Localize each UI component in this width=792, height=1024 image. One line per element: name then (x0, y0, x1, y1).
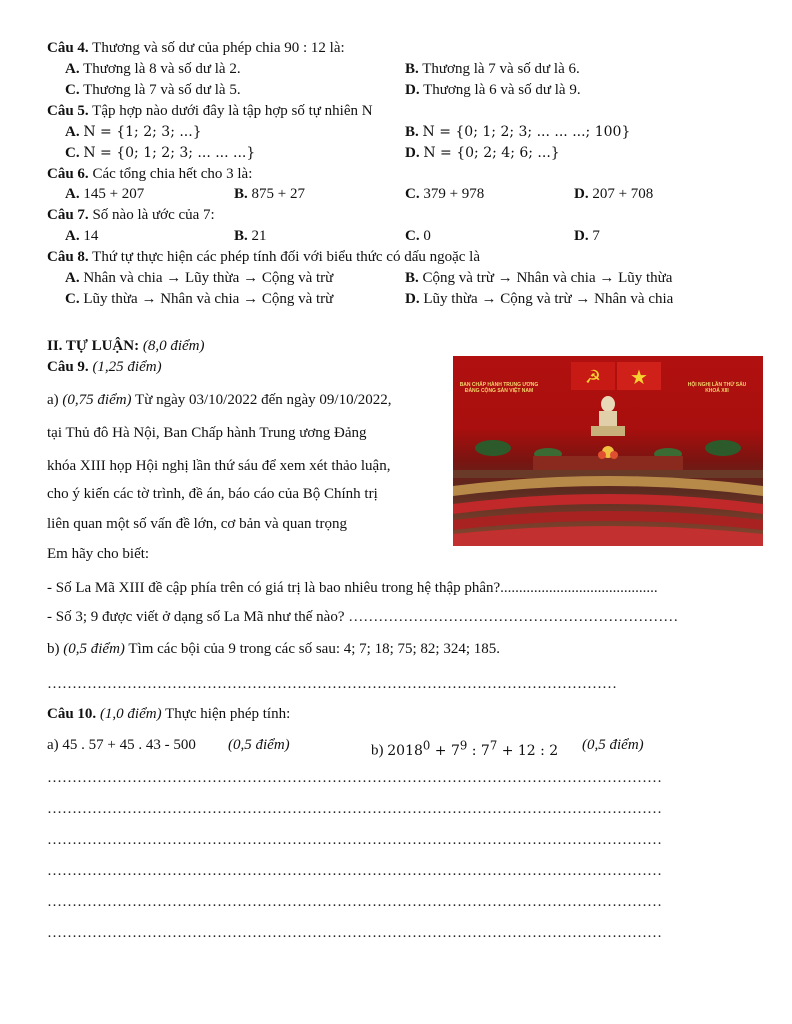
q10b-prefix: b) (371, 742, 384, 759)
q9-sub2 (47, 607, 737, 627)
option-text: Thương là 6 và số dư là 9. (423, 82, 581, 98)
q5-option-c[interactable] (65, 143, 255, 163)
q9a-text: Từ ngày 03/10/2022 đến ngày 09/10/2022, (135, 392, 392, 408)
q5-option-b[interactable] (405, 122, 630, 142)
option-letter: D. (405, 82, 420, 98)
q9a-line-5: liên quan một số vấn đề lớn, cơ bản và quan trọng (47, 516, 347, 532)
q8-text: Thứ tự thực hiện các phép tính đối với biểu thức có dấu ngoặc là (92, 249, 481, 265)
q10-label: Câu 10. (47, 706, 97, 722)
q4-label: Câu 4. (47, 40, 89, 56)
answer-line-6[interactable]: …………………………………………………………………………………………………………… (47, 925, 662, 941)
option-text: Thương là 7 và số dư là 6. (422, 61, 580, 77)
q9-points: (1,25 điểm) (92, 359, 162, 375)
option-text: 145 + 207 (83, 186, 145, 202)
q7-option-a[interactable] (65, 226, 98, 246)
option-text: 875 + 27 (251, 186, 305, 202)
q6-label: Câu 6. (47, 166, 89, 182)
option-letter: D. (405, 145, 420, 161)
banner-right-line-2: KHOÁ XIII (705, 388, 729, 394)
q5-label: Câu 5. (47, 103, 89, 119)
q8-option-b[interactable] (405, 268, 672, 288)
q6-option-c[interactable] (405, 184, 484, 204)
q6-option-a[interactable] (65, 184, 144, 204)
q8-option-a[interactable] (65, 268, 333, 288)
q10b-term: 2018 (387, 742, 423, 759)
q10a-prefix: a) (47, 737, 59, 753)
q10-points: (1,0 điểm) (99, 706, 162, 722)
option-letter: C. (65, 145, 80, 161)
option-letter: B. (405, 270, 419, 286)
option-text: Lũy thừa → Nhân và chia → Cộng và trừ (83, 291, 334, 307)
option-letter: B. (405, 61, 419, 77)
option-text: Nhân và chia → Lũy thừa → Cộng và trừ (83, 270, 334, 286)
answer-line-2[interactable]: …………………………………………………………………………………………………………… (47, 801, 662, 817)
option-letter: A. (65, 270, 80, 286)
banner-left (459, 382, 539, 394)
option-text: Thương là 8 và số dư là 2. (83, 61, 241, 77)
banner-left-line-1: BAN CHẤP HÀNH TRUNG ƯƠNG (459, 382, 539, 388)
q10b (371, 735, 558, 761)
part2-heading (47, 336, 205, 356)
q9b-answer-line[interactable]: …………………………………………………………………………………………………… (47, 676, 617, 692)
answer-line-3[interactable]: …………………………………………………………………………………………………………… (47, 832, 662, 848)
q10b-exponent: 0 (422, 738, 431, 752)
q5-option-a[interactable] (65, 122, 202, 142)
q4-text: Thương và số dư của phép chia 90 : 12 là: (92, 40, 345, 56)
q7-option-b[interactable] (234, 226, 267, 246)
option-text: 379 + 978 (423, 186, 485, 202)
answer-line-5[interactable]: …………………………………………………………………………………………………………… (47, 894, 662, 910)
option-letter: D. (405, 291, 420, 307)
q9b-text: Tìm các bội của 9 trong các số sau: 4; 7; 18; 75; 82; 324; 185. (128, 641, 500, 657)
q8-option-c[interactable] (65, 289, 333, 309)
q9b-prefix: b) (47, 641, 60, 657)
option-text: N = {0; 1; 2; 3; ... ... ...} (83, 145, 256, 161)
option-text: Lũy thừa → Cộng và trừ → Nhân và chia (423, 291, 674, 307)
answer-line-4[interactable]: …………………………………………………………………………………………………………… (47, 863, 662, 879)
q10a (47, 735, 196, 755)
q10b-exponent: 7 (489, 738, 498, 752)
q5-option-d[interactable] (405, 143, 560, 163)
option-letter: D. (574, 228, 589, 244)
svg-text:★: ★ (630, 365, 648, 389)
q9a-line-4: cho ý kiến các tờ trình, đề án, báo cáo của Bộ Chính trị (47, 486, 378, 502)
option-letter: D. (574, 186, 589, 202)
q9a-line-2: tại Thủ đô Hà Nội, Ban Chấp hành Trung ương Đảng (47, 425, 367, 441)
banner-right (677, 382, 757, 394)
part2-points: (8,0 điểm) (142, 338, 205, 354)
banner-right-line-1: HỘI NGHỊ LẦN THỨ SÁU (687, 382, 747, 388)
q10b-expression (387, 738, 559, 759)
svg-text:☭: ☭ (584, 367, 602, 388)
q9-sub1 (47, 578, 737, 598)
q9a-line-1 (47, 390, 391, 410)
option-text: Cộng và trừ → Nhân và chia → Lũy thừa (422, 270, 673, 286)
q5-stem (47, 101, 373, 121)
q4-option-b[interactable] (405, 59, 580, 79)
option-text: 0 (423, 228, 431, 244)
q7-label: Câu 7. (47, 207, 89, 223)
q10a-points: (0,5 điểm) (228, 737, 290, 753)
q7-option-c[interactable] (405, 226, 431, 246)
option-text: Thương là 7 và số dư là 5. (83, 82, 241, 98)
q9-label: Câu 9. (47, 359, 89, 375)
q9-heading (47, 357, 162, 377)
q6-text: Các tổng chia hết cho 3 là: (92, 166, 253, 182)
option-text: N = {0; 2; 4; 6; ...} (423, 145, 560, 161)
option-letter: A. (65, 186, 80, 202)
option-text: 207 + 708 (592, 186, 654, 202)
q5-text: Tập hợp nào dưới đây là tập hợp số tự nhiên N (92, 103, 373, 119)
q9-ask: Em hãy cho biết: (47, 546, 150, 562)
q9a-line-3: khóa XIII họp Hội nghị lần thứ sáu để xem xét thảo luận, (47, 458, 391, 474)
option-letter: A. (65, 228, 80, 244)
q7-stem (47, 205, 215, 225)
option-letter: C. (65, 291, 80, 307)
q7-text: Số nào là ước của 7: (92, 207, 215, 223)
option-letter: B. (234, 186, 248, 202)
option-letter: C. (405, 228, 420, 244)
option-letter: A. (65, 61, 80, 77)
q10b-term: : 7 (471, 742, 490, 759)
option-letter: C. (405, 186, 420, 202)
q8-label: Câu 8. (47, 249, 89, 265)
q9a-points: (0,75 điểm) (62, 392, 132, 408)
q9b-line (47, 639, 500, 659)
q6-option-b[interactable] (234, 184, 305, 204)
answer-dots[interactable]: ………………………………………………………… (348, 609, 679, 625)
option-letter: B. (234, 228, 248, 244)
q7-option-d[interactable] (574, 226, 600, 246)
option-text: 21 (251, 228, 267, 244)
banner-left-line-2: ĐẢNG CỘNG SẢN VIỆT NAM (464, 388, 534, 394)
q10b-term: + 7 (434, 742, 460, 759)
answer-line-1[interactable]: …………………………………………………………………………………………………………… (47, 770, 662, 786)
q4-stem (47, 38, 345, 58)
option-letter: B. (405, 124, 419, 140)
q10-text: Thực hiện phép tính: (165, 706, 291, 722)
option-text: N = {0; 1; 2; 3; ... ... ...; 100} (422, 124, 631, 140)
option-letter: C. (65, 82, 80, 98)
q6-stem (47, 164, 252, 184)
q9b-points: (0,5 điểm) (63, 641, 125, 657)
q10b-points: (0,5 điểm) (582, 737, 644, 753)
q10b-term: + 12 : 2 (501, 742, 559, 759)
q8-stem (47, 247, 480, 267)
option-letter: A. (65, 124, 80, 140)
option-text: N = {1; 2; 3; ...} (83, 124, 202, 140)
q4-option-c[interactable] (65, 80, 241, 100)
q4-option-d[interactable] (405, 80, 581, 100)
option-text: 14 (83, 228, 99, 244)
q6-option-d[interactable] (574, 184, 653, 204)
q9-sub1-text: - Số La Mã XIII đề cập phía trên có giá trị là bao nhiêu trong hệ thập phân? (47, 580, 501, 596)
q9a-prefix: a) (47, 392, 59, 408)
option-text: 7 (592, 228, 600, 244)
q10b-exponent: 9 (459, 738, 468, 752)
q4-option-a[interactable] (65, 59, 241, 79)
answer-dots[interactable]: .......................................... (500, 580, 658, 596)
q9-sub2-text: - Số 3; 9 được viết ở dạng số La Mã như thế nào? (47, 609, 345, 625)
q8-option-d[interactable] (405, 289, 673, 309)
part2-title: II. TỰ LUẬN: (47, 338, 140, 354)
conference-photo (453, 356, 763, 546)
q10-heading (47, 704, 290, 724)
q10a-expression: 45 . 57 + 45 . 43 - 500 (62, 737, 196, 753)
